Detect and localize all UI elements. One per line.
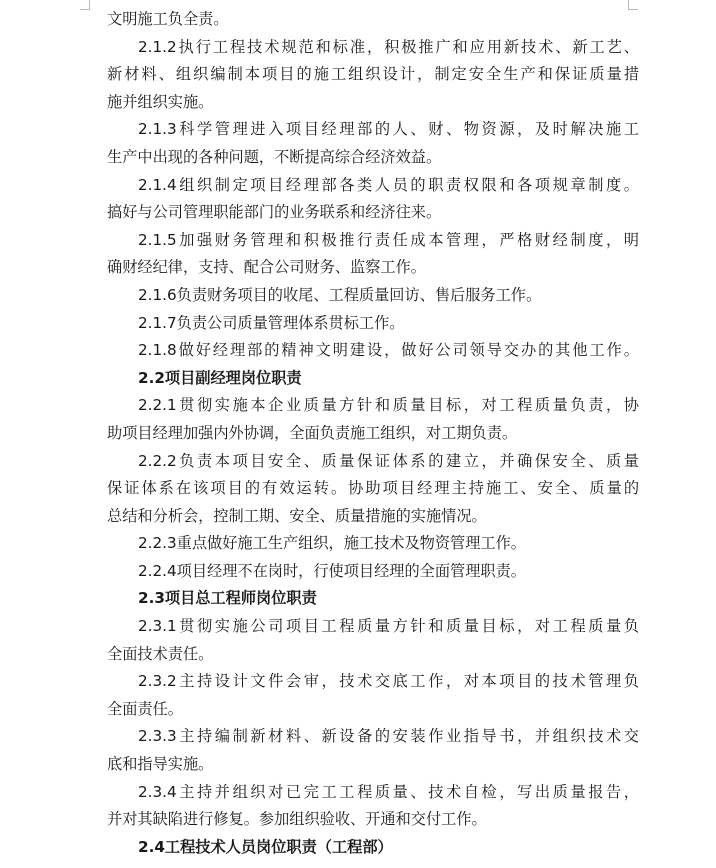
paragraph-line: 2.1.6负责财务项目的收尾、工程质量回访、售后服务工作。 xyxy=(138,285,542,304)
paragraph-line: 2.1.3科学管理进入项目经理部的人、财、物资源，及时解决施工 xyxy=(138,120,639,139)
paragraph-line: 施并组织实施。 xyxy=(107,92,214,111)
section-heading: 2.3项目总工程师岗位职责 xyxy=(138,589,317,608)
paragraph-line: 2.3.2主持设计文件会审，技术交底工作，对本项目的技术管理负 xyxy=(138,672,639,691)
paragraph-line: 搞好与公司管理职能部门的业务联系和经济往来。 xyxy=(107,203,442,222)
section-heading: 2.2项目副经理岗位职责 xyxy=(138,368,302,387)
paragraph-line: 2.2.1贯彻实施本企业质量方针和质量目标，对工程质量负责，协 xyxy=(138,396,639,415)
crop-mark-left xyxy=(89,0,90,9)
paragraph-line: 2.1.8做好经理部的精神文明建设，做好公司领导交办的其他工作。 xyxy=(138,341,639,360)
paragraph-line: 2.1.5加强财务管理和积极推行责任成本管理，严格财经制度，明 xyxy=(138,230,639,249)
paragraph-line: 2.2.3重点做好施工生产组织，施工技术及物资管理工作。 xyxy=(138,534,526,553)
paragraph-line: 确财经纪律，支持、配合公司财务、监察工作。 xyxy=(107,258,426,277)
paragraph-line: 底和指导实施。 xyxy=(107,755,214,774)
document-body xyxy=(107,6,639,861)
paragraph-line: 2.3.4主持并组织对已完工工程质量、技术自检，写出质量报告， xyxy=(138,782,639,801)
paragraph-line: 总结和分析会，控制工期、安全、质量措施的实施情况。 xyxy=(107,506,487,525)
paragraph-line: 新材料、组织编制本项目的施工组织设计，制定安全生产和保证质量措 xyxy=(107,65,639,84)
paragraph-line: 2.3.3主持编制新材料、新设备的安装作业指导书，并组织技术交 xyxy=(138,727,639,746)
paragraph-line: 全面责任。 xyxy=(107,699,183,718)
paragraph-line: 2.2.2负责本项目安全、质量保证体系的建立，并确保安全、质量 xyxy=(138,451,639,470)
paragraph-line: 2.2.4项目经理不在岗时，行使项目经理的全面管理职责。 xyxy=(138,561,526,580)
paragraph-line: 2.1.4组织制定项目经理部各类人员的职责权限和各项规章制度。 xyxy=(138,175,639,194)
paragraph-line: 2.1.2执行工程技术规范和标准，积极推广和应用新技术、新工艺、 xyxy=(138,37,639,56)
paragraph-line: 保证体系在该项目的有效运转。协助项目经理主持施工、安全、质量的 xyxy=(107,479,639,498)
paragraph-line: 2.3.1贯彻实施公司项目工程质量方针和质量目标，对工程质量负 xyxy=(138,617,639,636)
paragraph-line: 文明施工负全责。 xyxy=(107,10,229,28)
paragraph-line: 2.1.7负责公司质量管理体系贯标工作。 xyxy=(138,313,405,332)
section-heading: 2.4工程技术人员岗位职责（工程部） xyxy=(138,837,393,856)
crop-mark-left-horizontal xyxy=(80,9,90,10)
paragraph-line: 助项目经理加强内外协调，全面负责施工组织，对工期负责。 xyxy=(107,423,518,442)
paragraph-line: 并对其缺陷进行修复。参加组织验收、开通和交付工作。 xyxy=(107,810,487,829)
paragraph-line: 生产中出现的各种问题，不断提高综合经济效益。 xyxy=(107,147,442,166)
paragraph-line: 全面技术责任。 xyxy=(107,644,214,663)
